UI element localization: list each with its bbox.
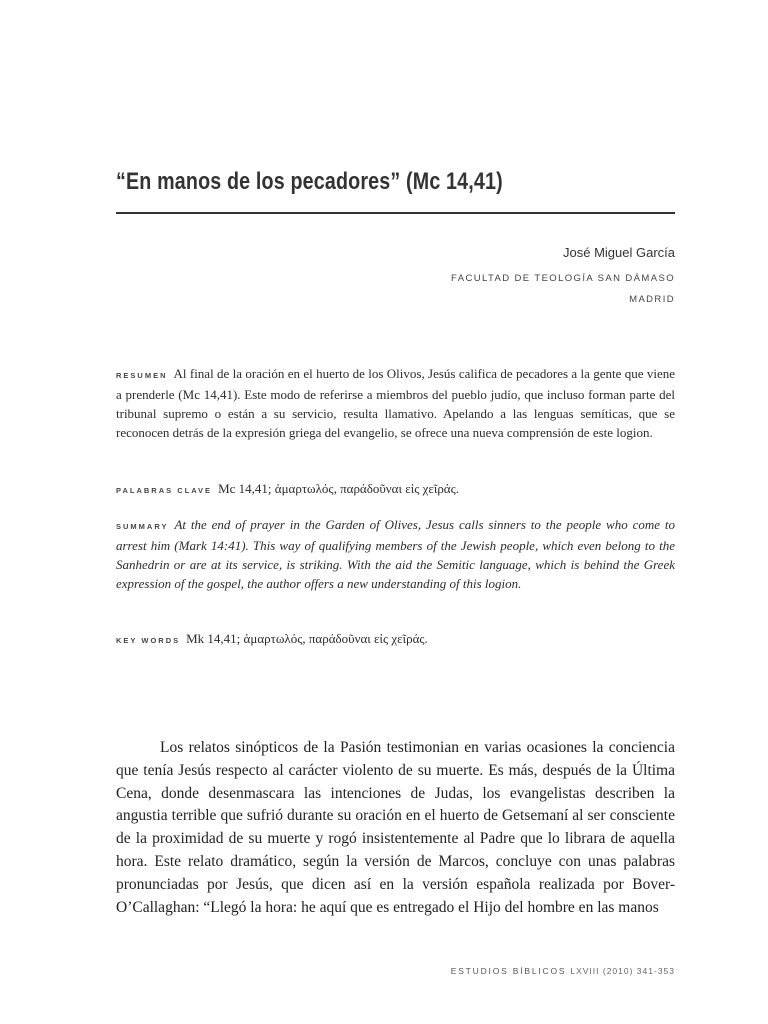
abstract-spanish-label: RESUMEN bbox=[116, 371, 168, 380]
author-affiliation: FACULTAD DE TEOLOGÍA SAN DÁMASO bbox=[451, 273, 675, 284]
keywords-spanish bbox=[116, 479, 675, 500]
abstract-english-text: At the end of prayer in the Garden of Olives, Jesus calls sinners to the people who come to arrest him (Mark 14:41). This way of qualifying members of the Jewish people, which even belong to the Sanhedrin or are at its service, is striking. With the aid the Semitic language, which is behind the Greek expression of the gospel, the author offers a new understanding of this logion. bbox=[116, 517, 675, 591]
keywords-spanish-text: Mc 14,41; ἁμαρτωλός, παράδοῦναι εἰς χεῖράς. bbox=[218, 481, 460, 496]
abstract-spanish bbox=[116, 364, 675, 442]
abstract-english bbox=[116, 515, 675, 593]
footer-volume: LXVIII (2010) 341-353 bbox=[570, 966, 675, 976]
keywords-spanish-label: PALABRAS CLAVE bbox=[116, 486, 213, 495]
abstract-spanish-text: Al final de la oración en el huerto de los Olivos, Jesús califica de pecadores a la gente que viene a prenderle (Mc 14,41). Este modo de referirse a miembros del pueblo judío, que incluso forman parte del tribunal supremo o están a su servicio, resulta llamativo. Apelando a las lenguas semíticas, que se reconocen detrás de la expresión griega del evangelio, se ofrece una nueva comprensión de este logion. bbox=[116, 366, 675, 440]
page-footer bbox=[451, 966, 675, 976]
article-title: “En manos de los pecadores” (Mc 14,41) bbox=[116, 168, 503, 195]
abstract-english-label: SUMMARY bbox=[116, 522, 169, 531]
title-rule bbox=[116, 212, 675, 214]
footer-journal: ESTUDIOS BÍBLICOS bbox=[450, 966, 567, 976]
body-paragraph: Los relatos sinópticos de la Pasión testimonian en varias ocasiones la conciencia que tenía Jesús respecto al carácter violento de su muerte. Es más, después de la Última Cena, donde desenmascara las intenciones de Judas, los evangelistas describen la angustia terrible que sufrió durante su oración en el huerto de Getsemaní al ser consciente de la proximidad de su muerte y rogó insistentemente al Padre que lo librara de aquella hora. Este relato dramático, según la versión de Marcos, concluye con unas palabras pronunciadas por Jesús, que dicen así en la versión española realizada por Bover-O’Callaghan: “Llegó la hora: he aquí que es entregado el Hijo del hombre en las manos bbox=[116, 739, 675, 916]
keywords-english-text: Mk 14,41; ἁμαρτωλός, παράδοῦναι εἰς χεῖράς. bbox=[186, 631, 428, 646]
author-city: MADRID bbox=[629, 294, 675, 305]
keywords-english-label: KEY WORDS bbox=[116, 636, 181, 645]
author-name: José Miguel García bbox=[563, 245, 675, 260]
keywords-english bbox=[116, 629, 675, 650]
